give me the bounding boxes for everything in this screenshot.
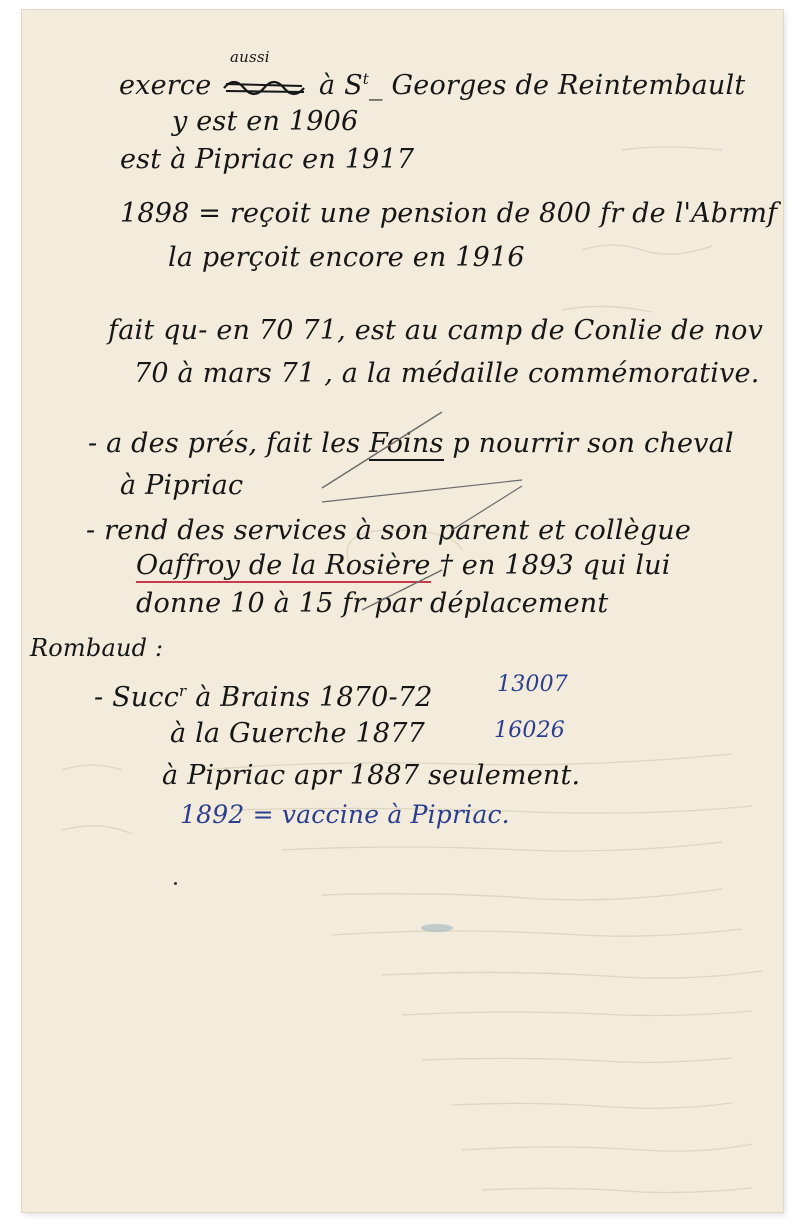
text-deces-1893: † en 1893 qui lui <box>439 550 671 581</box>
scribble-mark <box>222 74 312 100</box>
line-percoit-1916: la perçoit encore en 1916 <box>168 242 525 273</box>
text-p: p <box>452 428 470 459</box>
line-y-est-1906: y est en 1906 <box>172 106 359 137</box>
text-nourrir-cheval: nourrir son cheval <box>478 428 734 459</box>
line-pipriac-1917: est à Pipriac en 1917 <box>120 144 415 175</box>
text-st-sup: t <box>362 70 370 88</box>
text-r-sup: r <box>179 682 187 700</box>
text-a-st: à S <box>319 70 363 101</box>
paper-sheet <box>22 10 783 1212</box>
number-13007: 13007 <box>497 672 568 697</box>
line-camp-conlie: fait qu- en 70 71, est au camp de Conlie de nov <box>108 315 764 346</box>
line-oaffroy <box>136 550 671 581</box>
text-a-des-pres: - a des prés, fait les <box>88 428 361 459</box>
line-pipriac-1887: à Pipriac apr 1887 seulement. <box>162 760 581 791</box>
line-donne-10-15: donne 10 à 15 fr par déplacement <box>136 588 609 619</box>
text-a-brains: à Brains 1870-72 <box>186 682 433 713</box>
text-succ: - Succ <box>94 682 180 713</box>
line-exerce <box>119 70 745 101</box>
ink-dot <box>174 882 177 885</box>
heading-rombaud: Rombaud : <box>30 634 164 662</box>
line-pension-1898: 1898 = reçoit une pension de 800 fr de l'Abrmf <box>120 198 778 229</box>
text-exerce: exerce <box>119 70 212 101</box>
line-la-guerche: à la Guerche 1877 <box>170 718 426 749</box>
line-succr-brains <box>94 682 433 713</box>
number-16026: 16026 <box>494 718 565 743</box>
text-foins: Foins <box>369 428 444 459</box>
scribbled-out-word <box>220 76 310 98</box>
line-medaille: 70 à mars 71 , a la médaille commémorative. <box>134 358 760 389</box>
inserted-word-aussi: aussi <box>230 48 270 66</box>
line-rend-services: - rend des services à son parent et collègue <box>86 515 692 546</box>
line-des-pres <box>88 428 734 459</box>
line-a-pipriac: à Pipriac <box>120 470 244 501</box>
line-vaccine-1892: 1892 = vaccine à Pipriac. <box>180 800 510 829</box>
text-georges: _ Georges de Reintembault <box>369 70 746 101</box>
text-oaffroy-rosiere: Oaffroy de la Rosière <box>136 550 431 581</box>
